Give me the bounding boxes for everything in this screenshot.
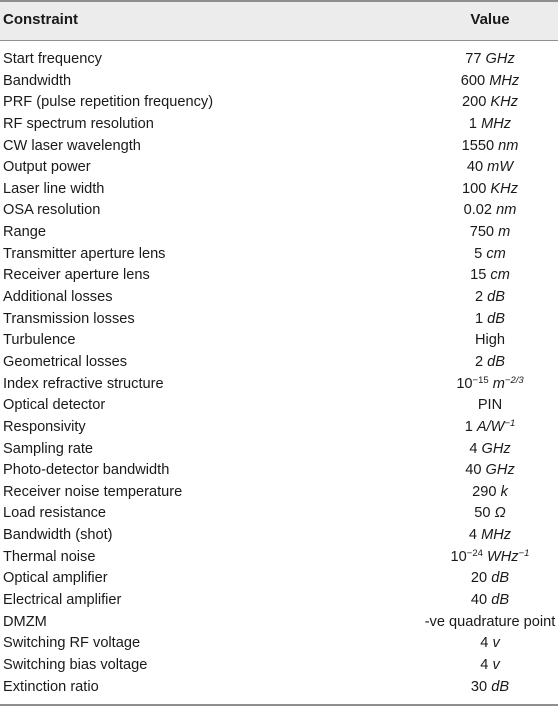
- table-row: [0, 439, 558, 461]
- value-number: 10: [450, 548, 467, 565]
- constraint-value: [390, 71, 558, 93]
- value-unit: dB: [491, 592, 510, 609]
- table-row: [0, 590, 558, 612]
- table-row: [0, 482, 558, 504]
- table-row: [0, 200, 558, 222]
- constraint-value: [390, 568, 558, 590]
- unit-exponent: −2/3: [504, 374, 524, 386]
- constraint-label: DMZM: [3, 613, 47, 630]
- value-unit: GHz: [481, 440, 511, 457]
- constraint-label: Laser line width: [3, 180, 105, 197]
- value-unit: WHz: [486, 548, 519, 565]
- value-unit: MHz: [489, 72, 520, 89]
- constraint-label: Extinction ratio: [3, 678, 99, 695]
- table-row: [0, 374, 558, 396]
- table-row: [0, 503, 558, 525]
- value-number: 1: [474, 310, 484, 327]
- constraint-label: Load resistance: [3, 505, 107, 522]
- table-row: [0, 612, 558, 634]
- constraint-value: [390, 612, 558, 634]
- constraint-label: PRF (pulse repetition frequency): [3, 94, 214, 111]
- value-number: 1550: [461, 137, 495, 154]
- constraint-value: [390, 439, 558, 461]
- constraint-label: CW laser wavelength: [3, 137, 141, 154]
- value-number: -ve quadrature point: [424, 613, 556, 630]
- constraint-value: [390, 200, 558, 222]
- table-row: [0, 287, 558, 309]
- value-unit: dB: [491, 678, 510, 695]
- value-number: 4: [480, 656, 489, 673]
- value-unit: MHz: [481, 527, 512, 544]
- value-unit: v: [492, 635, 500, 652]
- table-row: [0, 114, 558, 136]
- constraint-value: [390, 136, 558, 158]
- constraint-label: Start frequency: [3, 51, 102, 67]
- constraint-label: Bandwidth (shot): [3, 527, 113, 544]
- constraint-value: [390, 352, 558, 374]
- header-constraint: Constraint: [3, 11, 78, 28]
- value-unit: dB: [487, 310, 506, 327]
- constraint-value: [390, 114, 558, 136]
- value-number: 20: [470, 570, 488, 587]
- constraint-label: Geometrical losses: [3, 353, 128, 370]
- value-exponent: −15: [472, 374, 489, 386]
- value-unit: cm: [490, 267, 510, 284]
- constraint-value: [390, 374, 558, 396]
- constraint-label: Optical amplifier: [3, 570, 108, 587]
- table-row: [0, 395, 558, 417]
- value-number: 750: [469, 224, 495, 241]
- table-row: [0, 525, 558, 547]
- value-number: 77: [465, 51, 482, 67]
- unit-exponent: −1: [518, 547, 530, 559]
- value-unit: v: [492, 656, 500, 673]
- value-unit: dB: [491, 570, 510, 587]
- constraint-value: [390, 287, 558, 309]
- constraint-label: Index refractive structure: [3, 375, 164, 392]
- value-number: 0.02: [463, 202, 493, 219]
- value-unit: GHz: [485, 51, 515, 67]
- constraint-label: Turbulence: [3, 332, 76, 349]
- table-row: [0, 677, 558, 699]
- table-row: [0, 222, 558, 244]
- value-unit: dB: [487, 353, 506, 370]
- constraint-label: Photo-detector bandwidth: [3, 462, 170, 479]
- value-number: 4: [468, 527, 478, 544]
- constraint-value: [390, 655, 558, 677]
- constraint-value: [390, 157, 558, 179]
- constraint-value: [390, 265, 558, 287]
- value-number: 290: [472, 483, 497, 500]
- constraint-label: RF spectrum resolution: [3, 115, 154, 132]
- constraint-label: Electrical amplifier: [3, 592, 122, 609]
- constraint-value: [390, 547, 558, 569]
- value-number: 4: [480, 635, 489, 652]
- table-row: [0, 244, 558, 266]
- value-unit: GHz: [485, 462, 515, 479]
- value-unit: m: [492, 375, 505, 392]
- value-unit: KHz: [490, 180, 518, 197]
- constraint-label: Switching bias voltage: [3, 656, 148, 673]
- table-row: [0, 633, 558, 655]
- constraint-label: Receiver aperture lens: [3, 267, 150, 284]
- value-unit: nm: [496, 202, 517, 219]
- value-number: 200: [462, 94, 487, 111]
- constraint-label: Responsivity: [3, 418, 86, 435]
- constraint-value: [390, 330, 558, 352]
- value-unit: cm: [486, 245, 506, 262]
- constraint-value: [390, 92, 558, 114]
- value-number: 15: [470, 267, 487, 284]
- value-unit: Ω: [494, 505, 506, 522]
- constraint-label: OSA resolution: [3, 202, 101, 219]
- constraint-value: [390, 222, 558, 244]
- constraint-label: Transmission losses: [3, 310, 135, 327]
- constraint-value: [390, 244, 558, 266]
- constraint-value: [390, 309, 558, 331]
- value-unit: nm: [498, 137, 519, 154]
- constraint-value: [390, 633, 558, 655]
- constraint-label: Transmitter aperture lens: [3, 245, 166, 262]
- value-number: 2: [474, 353, 484, 370]
- constraint-label: Output power: [3, 159, 91, 176]
- value-unit: dB: [487, 289, 506, 306]
- value-exponent: −24: [466, 547, 483, 559]
- value-number: 50: [474, 505, 491, 522]
- constraint-value: [390, 677, 558, 699]
- value-unit: KHz: [490, 94, 518, 111]
- table-body: [0, 49, 558, 698]
- value-number: 600: [460, 72, 486, 89]
- value-number: High: [474, 332, 505, 349]
- value-unit: A/W: [476, 418, 505, 435]
- value-number: 1: [464, 418, 473, 435]
- table-row: [0, 568, 558, 590]
- value-number: 100: [462, 180, 487, 197]
- table-row: [0, 157, 558, 179]
- constraint-value: [390, 503, 558, 525]
- bottom-rule: [0, 704, 558, 706]
- value-number: 4: [469, 440, 478, 457]
- constraint-value: [390, 179, 558, 201]
- value-number: 1: [468, 115, 478, 132]
- constraint-value: [390, 395, 558, 417]
- constraint-label: Thermal noise: [3, 548, 96, 565]
- table-row: [0, 265, 558, 287]
- table-row: [0, 71, 558, 93]
- value-unit: m: [498, 224, 511, 241]
- constraint-value: [390, 525, 558, 547]
- constraint-value: [390, 49, 558, 71]
- constraint-value: [390, 460, 558, 482]
- constraint-label: Sampling rate: [3, 440, 94, 457]
- constraint-label: Receiver noise temperature: [3, 483, 183, 500]
- constraint-label: Switching RF voltage: [3, 635, 141, 652]
- value-number: 40: [466, 159, 484, 176]
- value-number: 5: [474, 245, 483, 262]
- value-unit: k: [500, 483, 508, 500]
- table-row: [0, 136, 558, 158]
- table-row: [0, 655, 558, 677]
- table-row: [0, 460, 558, 482]
- table-row: [0, 352, 558, 374]
- value-unit: MHz: [481, 115, 512, 132]
- table-row: [0, 92, 558, 114]
- unit-exponent: −1: [504, 417, 516, 429]
- header-value: Value: [470, 11, 510, 28]
- constraint-value: [390, 482, 558, 504]
- constraint-value: [390, 417, 558, 439]
- constraint-label: Optical detector: [3, 397, 106, 414]
- constraint-label: Bandwidth: [3, 72, 72, 89]
- value-number: PIN: [477, 397, 503, 414]
- constraint-value: [390, 590, 558, 612]
- table-row: [0, 309, 558, 331]
- constraint-label: Additional losses: [3, 289, 113, 306]
- value-number: 2: [474, 289, 484, 306]
- table-row: [0, 179, 558, 201]
- value-number: 30: [470, 678, 488, 695]
- table-header: [0, 2, 558, 40]
- value-number: 10: [456, 375, 473, 392]
- constraint-label: Range: [3, 224, 47, 241]
- table-row: [0, 417, 558, 439]
- table-row: [0, 547, 558, 569]
- table-row: [0, 49, 558, 71]
- table-row: [0, 330, 558, 352]
- value-number: 40: [465, 462, 482, 479]
- value-number: 40: [470, 592, 488, 609]
- value-unit: mW: [487, 159, 514, 176]
- header-rule: [0, 40, 558, 41]
